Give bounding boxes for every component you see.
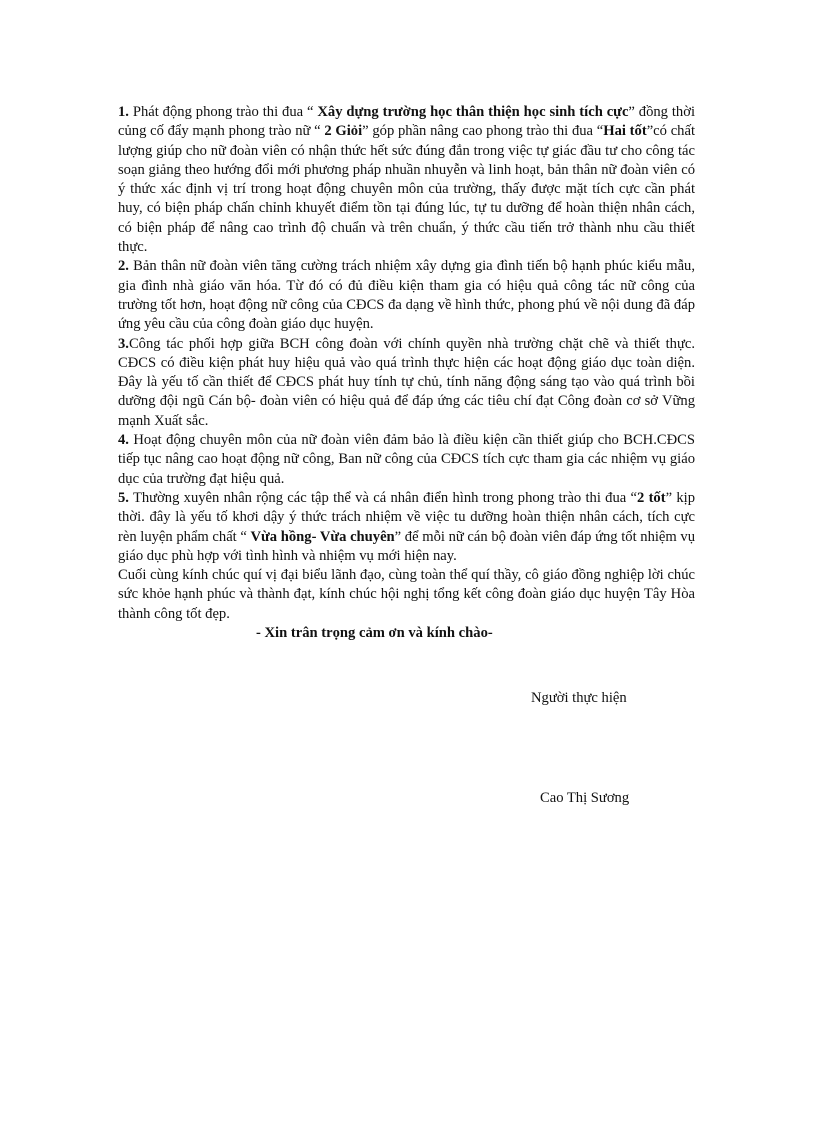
item-text: Công tác phối hợp giữa BCH công đoàn với chính quyền nhà trường chặt chẽ và thiết thực. CĐCS có điều kiện phát huy hiệu quả vào quá trình thực hiện các hoạt động giáo dục toàn diện. Đây là yếu tố cần thiết để CĐCS phát huy tính tự chủ, tính năng động sáng tạo vào quá trình bồi dưỡng đội ngũ Cán bộ- đoàn viên có hiệu quả để đáp ứng các tiêu chí đạt Công đoàn cơ sở Vững mạnh Xuất sắc. bbox=[118, 335, 695, 429]
item-text: Thường xuyên nhân rộng các tập thể và cá nhân điển hình trong phong trào thi đua “ bbox=[128, 489, 637, 506]
item-number: 2. bbox=[118, 258, 129, 275]
closing-line: - Xin trân trọng cảm ơn và kính chào- bbox=[256, 625, 493, 642]
emphasis-text: Vừa hồng- Vừa chuyên bbox=[250, 528, 395, 545]
item-number: 3. bbox=[118, 335, 129, 352]
emphasis-text: Xây dựng trường học thân thiện học sinh tích cực bbox=[317, 104, 629, 120]
item-text: ” góp phần nâng cao phong trào thi đua “ bbox=[362, 123, 604, 140]
signer-name: Cao Thị Sương bbox=[540, 790, 630, 806]
item-text: Bản thân nữ đoàn viên tăng cường trách nhiệm xây dựng gia đình tiến bộ hạnh phúc kiểu mẫu, gia đình nhà giáo văn hóa. Từ đó có đủ điều kiện tham gia có hiệu quả công tác nữ công của trường tốt hơn, hoạt động nữ công của CĐCS đa dạng về hình thức, phong phú về nội dung đã đáp ứng yêu cầu của công đoàn giáo dục huyện. bbox=[118, 258, 695, 333]
item-text: ” kịp thời. đây là yếu tố khơi dậy ý thức trách nhiệm về việc tu dưỡng hoàn thiện nhân cách, tích cực rèn luyện phẩm chất “ bbox=[118, 489, 695, 545]
list-item bbox=[118, 257, 695, 334]
emphasis-text: Hai tốt bbox=[603, 123, 647, 140]
list-item bbox=[118, 335, 695, 431]
list-item bbox=[118, 489, 695, 566]
item-text: ” để mỗi nữ cán bộ đoàn viên đáp ứng tốt nhiệm vụ giáo dục phù hợp với tình hình và nhiệm vụ mới hiện nay. bbox=[118, 528, 696, 564]
item-number: 1. bbox=[118, 104, 129, 120]
numbered-list bbox=[118, 103, 695, 566]
emphasis-text: 2 tốt bbox=[637, 489, 666, 506]
list-item bbox=[118, 103, 695, 257]
item-text: Hoạt động chuyên môn của nữ đoàn viên đảm bảo là điều kiện cần thiết giúp cho BCH.CĐCS tiếp tục nâng cao hoạt động nữ công, Ban nữ công của CĐCS tích cực tham gia các nhiệm vụ giáo dục của trường đạt hiệu quả. bbox=[118, 432, 695, 487]
item-text: ”có chất lượng giúp cho nữ đoàn viên có nhận thức hết sức đúng đắn trong việc tự giác đầu tư cho công tác soạn giảng theo hướng đổi mới phương pháp nhuần nhuyễn và linh hoạt, bản thân nữ đoàn viên có ý thức xác định vị trí trong hoạt động chuyên môn của trường, thấy được mặt tích cực cần phát huy, có biện pháp chấn chỉnh khuyết điểm tồn tại đúng lúc, tự tu dưỡng để hoàn thiện nhân cách, có biện pháp để nâng cao trình độ chuẩn và trên chuẩn, ý thức cầu tiến trở thành nhu cầu thiết thực. bbox=[118, 123, 695, 256]
document-body bbox=[118, 103, 695, 643]
item-number: 5. bbox=[118, 489, 129, 506]
item-text: Phát động phong trào thi đua “ bbox=[128, 104, 318, 120]
signer-role: Người thực hiện bbox=[531, 690, 627, 706]
emphasis-text: 2 Giỏi bbox=[324, 123, 363, 140]
item-text: ” đồng thời củng cố đẩy mạnh phong trào nữ “ bbox=[118, 104, 695, 140]
closing-paragraph: Cuối cùng kính chúc quí vị đại biểu lãnh đạo, cùng toàn thể quí thầy, cô giáo đồng nghiệp lời chúc sức khỏe hạnh phúc và thành đạt, kính chúc hội nghị tổng kết công đoàn giáo dục huyện Tây Hòa thành công tốt đẹp. bbox=[118, 567, 695, 622]
list-item bbox=[118, 431, 695, 489]
item-number: 4. bbox=[118, 432, 129, 449]
